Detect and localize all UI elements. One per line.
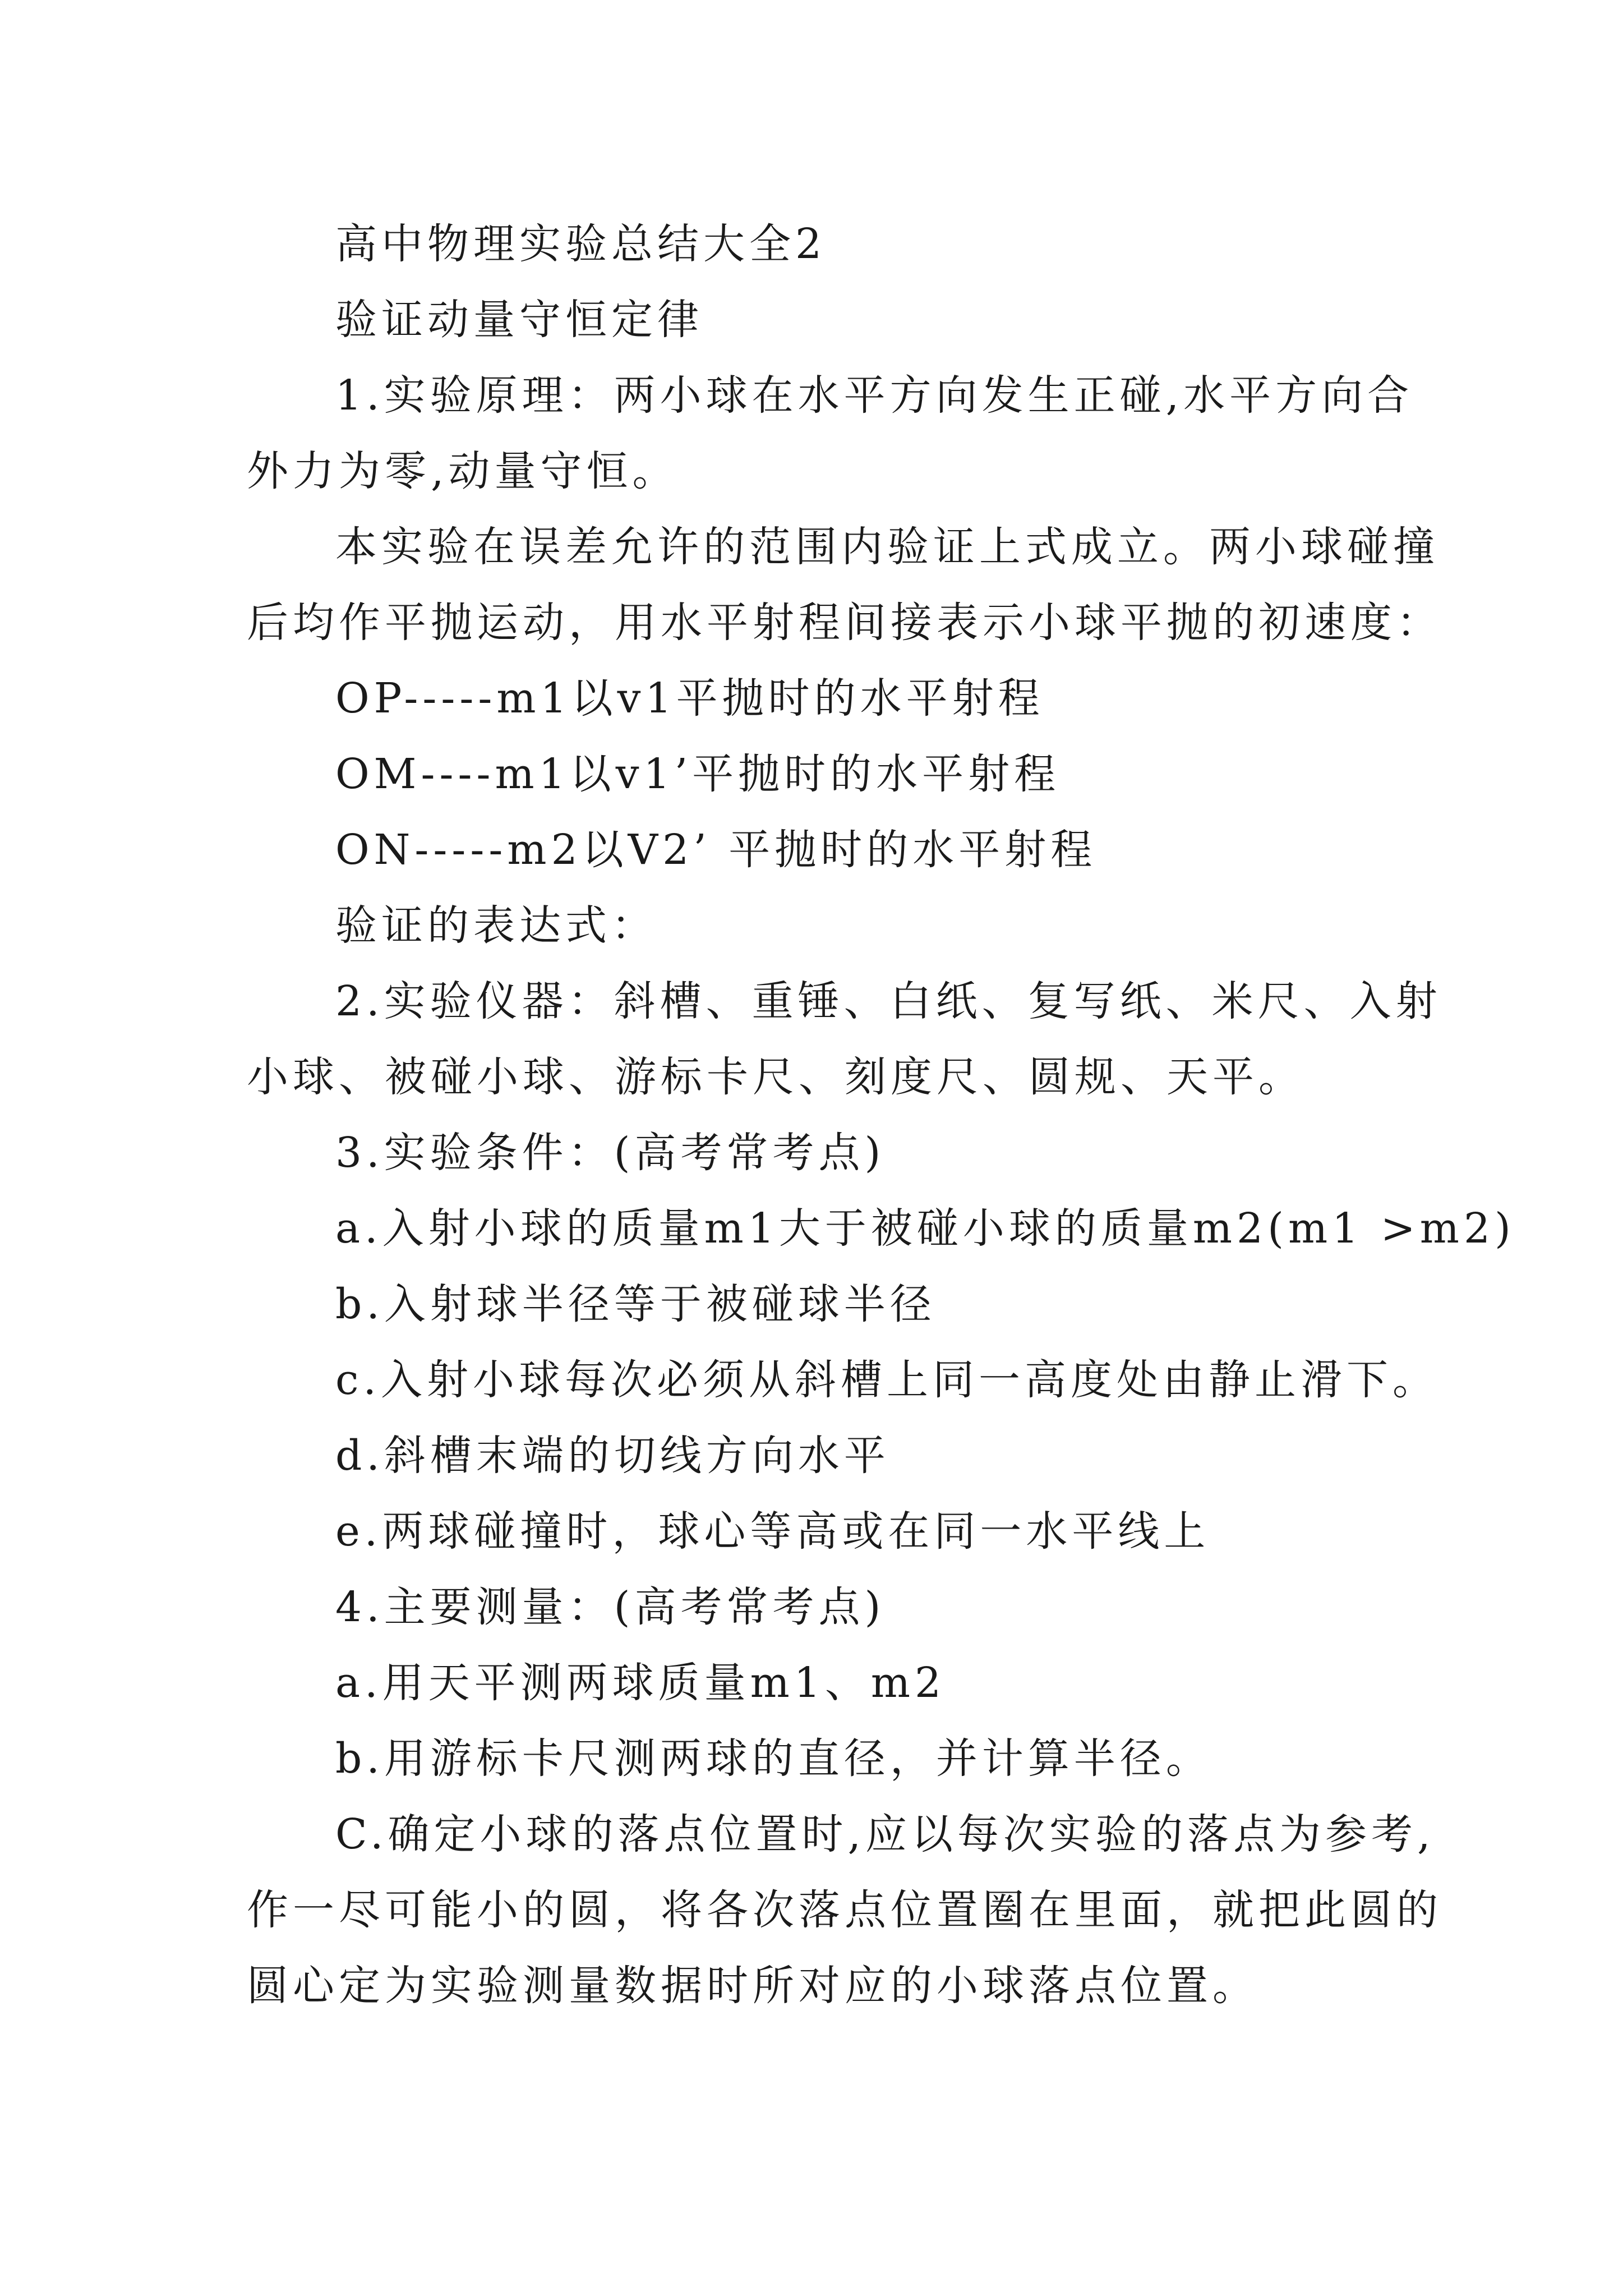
- expression-label: 验证的表达式：: [335, 901, 657, 950]
- definition-om: OM----m1以v1’平抛时的水平射程: [335, 750, 1061, 798]
- paragraph-method-line-1: 本实验在误差允许的范围内验证上式成立。两小球碰撞: [335, 523, 1439, 571]
- document-title: 高中物理实验总结大全2: [335, 220, 827, 268]
- measurement-c-line-1: C.确定小球的落点位置时,应以每次实验的落点为参考,: [335, 1810, 1435, 1858]
- paragraph-instruments-line-1: 2.实验仪器：斜槽、重锤、白纸、复写纸、米尺、入射: [335, 977, 1442, 1025]
- section-heading: 验证动量守恒定律: [335, 296, 703, 344]
- paragraph-instruments-line-2: 小球、被碰小球、游标卡尺、刻度尺、圆规、天平。: [247, 1053, 1304, 1101]
- definition-on: ON-----m2以V2’ 平抛时的水平射程: [335, 826, 1097, 874]
- measurement-c-line-3: 圆心定为实验测量数据时所对应的小球落点位置。: [247, 1962, 1258, 2010]
- conditions-heading: 3.实验条件：(高考常考点): [335, 1129, 886, 1177]
- condition-c: c.入射小球每次必须从斜槽上同一高度处由静止滑下。: [335, 1356, 1438, 1404]
- paragraph-principle-line-2: 外力为零,动量守恒。: [247, 447, 679, 495]
- condition-d: d.斜槽末端的切线方向水平: [335, 1432, 890, 1480]
- measurement-b: b.用游标卡尺测两球的直径，并计算半径。: [335, 1734, 1212, 1783]
- measurement-c-line-2: 作一尽可能小的圆，将各次落点位置圈在里面，就把此圆的: [247, 1886, 1442, 1934]
- measurements-heading: 4.主要测量：(高考常考点): [335, 1583, 886, 1631]
- condition-e: e.两球碰撞时，球心等高或在同一水平线上: [335, 1507, 1210, 1556]
- paragraph-method-line-2: 后均作平抛运动，用水平射程间接表示小球平抛的初速度：: [247, 599, 1442, 647]
- definition-op: OP-----m1以v1平抛时的水平射程: [335, 674, 1044, 723]
- condition-b: b.入射球半径等于被碰球半径: [335, 1280, 936, 1328]
- measurement-a: a.用天平测两球质量m1、m2: [335, 1659, 946, 1707]
- condition-a: a.入射小球的质量m1大于被碰小球的质量m2(m1 >m2): [335, 1204, 1515, 1253]
- paragraph-principle-line-1: 1.实验原理：两小球在水平方向发生正碰,水平方向合: [335, 371, 1414, 420]
